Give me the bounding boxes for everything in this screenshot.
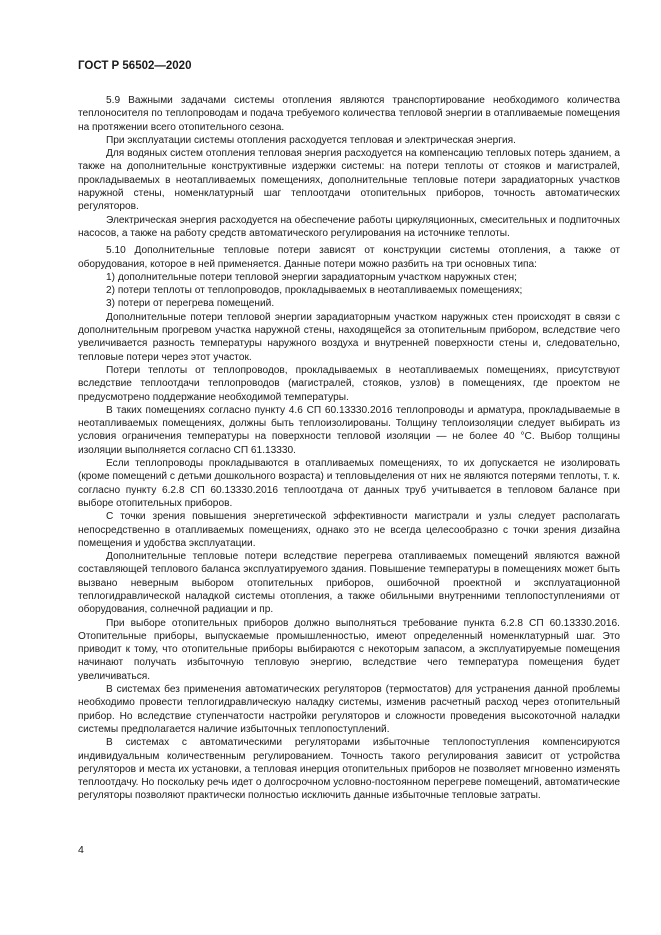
- document-header: ГОСТ Р 56502—2020: [78, 60, 192, 72]
- paragraph: Дополнительные тепловые потери вследствие перегрева отапливаемых помещений являются важной составляющей теплового баланса эксплуатируемого здания. Повышение температуры в помещениях может быть вызвано неверным выбором отопительных приборов, ошибочной проектной и эксплуатационной теплогидравлической наладкой системы отопления, а также обильными внутренними теплопоступлениями от оборудования, солнечной радиации и пр.: [78, 551, 620, 616]
- paragraph: Для водяных систем отопления тепловая энергия расходуется на компенсацию тепловых потерь зданием, а также на дополнительные конструктивные издержки системы: на потери теплоты от стояков и магистралей, прокладываемых в неотапливаемых помещениях, дополнительные тепловые потери зарадиаторных участков наружной стены, номенклатурный шаг теплоотдачи отопительных приборов, точность автоматических регуляторов.: [78, 148, 620, 213]
- paragraph: Если теплопроводы прокладываются в отапливаемых помещениях, то их допускается не изолировать (кроме помещений с детьми дошкольного возраста) и тепловыделения от них не являются потерями теплоты, т. к. согласно пункту 6.2.8 СП 60.13330.2016 теплоотдача от данных труб учитывается в тепловом балансе при выборе отопительных приборов.: [78, 458, 620, 509]
- page-number: 4: [78, 844, 84, 856]
- paragraph: Потери теплоты от теплопроводов, прокладываемых в неотапливаемых помещениях, присутствуют вследствие теплоотдачи теплопроводов (магистралей, стояков, узлов) в помещениях, где проектом не предусмотрено поддержание необходимой температуры.: [78, 364, 620, 403]
- list-item: 1) дополнительные потери тепловой энергии зарадиаторным участком наружных стен;: [106, 271, 517, 283]
- paragraph: Дополнительные потери тепловой энергии зарадиаторным участком наружных стен происходят в связи с дополнительным прогревом участка наружной стены, находящейся за отопительным прибором, вследствие чего увеличивается разность температуры наружного воздуха и внутренней поверхности стены и, следовательно, тепловые потери через этот участок.: [78, 311, 620, 363]
- paragraph-5-9: 5.9 Важными задачами системы отопления являются транспортирование необходимого количества теплоносителя по теплопроводам и подача требуемого количества тепловой энергии в отапливаемые помещения на протяжении всего отопительного сезона.: [78, 95, 620, 133]
- paragraph: Электрическая энергия расходуется на обеспечение работы циркуляционных, смесительных и подпиточных насосов, а также на работу средств автоматического регулирования на источнике теплоты.: [78, 214, 620, 239]
- paragraph: В системах без применения автоматических регуляторов (термостатов) для устранения данной проблемы необходимо провести теплогидравлическую наладку системы, изменив расчетный расход через отопительный прибор. Но вследствие ступенчатости настройки регуляторов и сложности проведения высокоточной наладки системы предполагается наличие избыточных теплопоступлений.: [78, 684, 620, 735]
- list-item: 2) потери теплоты от теплопроводов, прокладываемых в неотапливаемых помещениях;: [106, 285, 523, 297]
- list-item: 3) потери от перегрева помещений.: [106, 298, 275, 310]
- paragraph: В таких помещениях согласно пункту 4.6 СП 60.13330.2016 теплопроводы и арматура, прокладываемые в неотапливаемых помещениях, должны быть теплоизолированы. Толщину теплоизоляции следует выбирать из условия ограничения температуры на поверхности тепловой изоляции — не более 40 °С. Выбор толщины изоляции выполняется согласно СП 61.13330.: [78, 404, 620, 456]
- paragraph: С точки зрения повышения энергетической эффективности магистрали и узлы следует располагать непосредственно в отапливаемых помещениях, однако это не всегда целесообразно с точки зрения дизайна помещения и удобства эксплуатации.: [78, 511, 620, 549]
- paragraph: При выборе отопительных приборов должно выполняться требование пункта 6.2.8 СП 60.13330.2016. Отопительные приборы, выпускаемые промышленностью, имеют определенный номенклатурный шаг. Это приводит к тому, что отопительные приборы выбираются с некоторым запасом, а эксплуатируемые помещения начинают получать избыточную тепловую энергию, вследствие чего температура помещения будет увеличиваться.: [78, 617, 620, 682]
- document-body: [78, 94, 620, 803]
- paragraph: В системах с автоматическими регуляторами избыточные теплопоступления компенсируются индивидуальным количественным регулированием. Точность такого регулирования зависит от устройства регуляторов и места их установки, а тепловая инерция отопительных приборов не позволяет мгновенно изменять теплоотдачу. Но поскольку речь идет о долгосрочном условно-постоянном перегреве помещений, автоматические регуляторы позволяют практически полностью исключить данные избыточные тепловые затраты.: [78, 737, 620, 802]
- paragraph-5-10: 5.10 Дополнительные тепловые потери зависят от конструкции системы отопления, а также от оборудования, которое в ней применяется. Данные потери можно разбить на три основных типа:: [78, 245, 620, 270]
- paragraph: При эксплуатации системы отопления расходуется тепловая и электрическая энергия.: [106, 134, 516, 146]
